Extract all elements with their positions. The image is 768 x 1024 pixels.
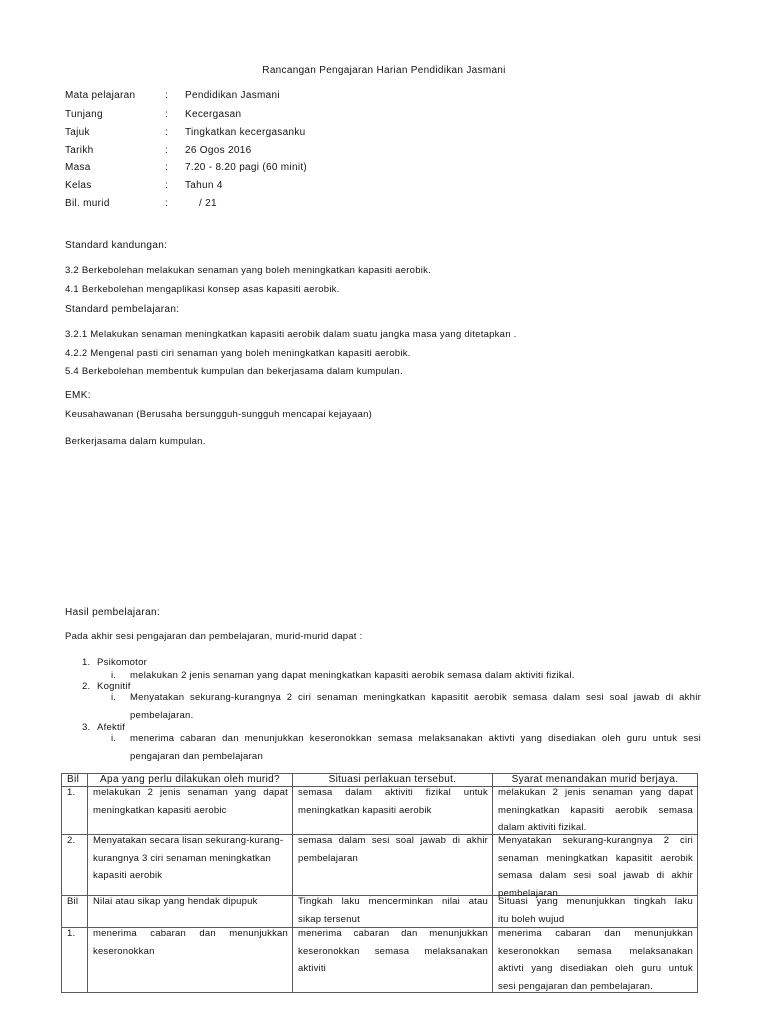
outcome-domain: Afektif xyxy=(97,722,126,733)
standard-kandungan-item: 3.2 Berkebolehan melakukan senaman yang boleh meningkatkan kapasiti aerobik. xyxy=(65,265,431,276)
cell-text xyxy=(298,925,488,978)
info-separator: : xyxy=(165,127,169,138)
cell-line: 1. xyxy=(67,928,76,939)
cell-line: itu boleh wujud xyxy=(498,913,565,925)
standard-kandungan-item: 4.1 Berkebolehan mengaplikasi konsep asas kapasiti aerobik. xyxy=(65,284,340,295)
cell-line: pembelajaran xyxy=(298,852,358,864)
cell-line: Bil xyxy=(67,896,79,907)
info-value: / 21 xyxy=(199,198,217,209)
table-cell xyxy=(62,835,88,896)
cell-text xyxy=(498,784,693,837)
table-cell xyxy=(493,896,698,928)
info-row-tarikh xyxy=(0,145,768,157)
cell-line: Tingkah laku mencerminkan nilai atau xyxy=(298,896,488,907)
info-row-tunjang xyxy=(0,109,768,121)
outcome-text: Menyatakan sekurang-kurangnya 2 ciri senaman meningkatkan kapasitit aerobik semasa dalam sesi soal jawab di akhir xyxy=(130,692,701,703)
cell-text xyxy=(67,925,83,943)
column-header-situation: Situasi perlakuan tersebut. xyxy=(328,774,457,785)
table-cell xyxy=(493,787,698,835)
cell-line: kurangnya 3 ciri senaman meningkatkan xyxy=(93,852,271,864)
table-cell xyxy=(62,787,88,835)
cell-line: 2. xyxy=(67,835,76,846)
info-value: 7.20 - 8.20 pagi (60 minit) xyxy=(185,162,308,173)
table-cell xyxy=(493,835,698,899)
cell-text xyxy=(298,832,488,867)
table-cell xyxy=(293,787,493,835)
info-row-mata-pelajaran xyxy=(0,90,768,102)
cell-line: Situasi yang menunjukkan tingkah laku xyxy=(498,896,693,907)
standard-pembelajaran-item: 5.4 Berkebolehan membentuk kumpulan dan bekerjasama dalam kumpulan. xyxy=(65,366,403,377)
cell-text xyxy=(93,832,288,885)
cell-line: aktivti yang disediakan oleh guru untuk xyxy=(498,963,693,974)
cell-line: Menyatakan sekurang-kurangnya 2 ciri xyxy=(498,835,693,846)
cell-line: semasa dalam aktiviti fizikal untuk xyxy=(298,787,488,798)
cell-line: melakukan 2 jenis senaman yang dapat xyxy=(93,787,288,798)
table-cell xyxy=(88,787,293,835)
info-label: Tunjang xyxy=(65,109,103,120)
column-header-action: Apa yang perlu dilakukan oleh murid? xyxy=(100,774,280,785)
info-label: Kelas xyxy=(65,180,92,191)
info-separator: : xyxy=(165,162,169,173)
heading-hasil-pembelajaran: Hasil pembelajaran: xyxy=(65,607,161,618)
table-cell xyxy=(293,835,493,896)
emk-item: Berkerjasama dalam kumpulan. xyxy=(65,436,206,447)
cell-line: 1. xyxy=(67,787,76,798)
heading-standard-pembelajaran: Standard pembelajaran: xyxy=(65,304,180,315)
info-row-masa xyxy=(0,162,768,174)
cell-line: semasa dalam sesi soal jawab di akhir xyxy=(498,870,693,881)
cell-line: Nilai atau sikap yang hendak dipupuk xyxy=(93,896,258,907)
table-cell xyxy=(62,928,88,993)
table-cell xyxy=(88,835,293,896)
cell-line: meningkatkan kapasiti aerobik xyxy=(298,804,432,816)
info-separator: : xyxy=(165,90,169,101)
cell-text xyxy=(67,784,83,802)
cell-line: senaman meningkatkan kapasitit aerobik xyxy=(498,852,693,864)
cell-text xyxy=(93,784,288,819)
outcome-number: 3. xyxy=(82,722,91,733)
table-cell xyxy=(88,928,293,993)
cell-text xyxy=(67,893,83,911)
table-row xyxy=(62,896,698,928)
cell-line: melakukan 2 jenis senaman yang dapat xyxy=(498,787,693,798)
info-label: Tajuk xyxy=(65,127,90,138)
cell-text xyxy=(498,893,693,928)
hasil-intro: Pada akhir sesi pengajaran dan pembelajaran, murid-murid dapat : xyxy=(65,631,363,642)
info-value: Tahun 4 xyxy=(185,180,223,191)
cell-line: meningkatkan kapasiti aerobic xyxy=(93,804,227,816)
assessment-table xyxy=(61,773,698,993)
info-value: Pendidikan Jasmani xyxy=(185,90,280,101)
table-cell xyxy=(293,896,493,928)
outcome-number: 2. xyxy=(82,681,91,692)
cell-line: keseronokkan semasa melaksanakan xyxy=(298,945,488,957)
cell-line: sikap tersenut xyxy=(298,913,360,925)
info-label: Tarikh xyxy=(65,145,94,156)
outcome-domain: Kognitif xyxy=(97,681,131,692)
table-row xyxy=(62,928,698,993)
emk-item: Keusahawanan (Berusaha bersungguh-sungguh mencapai kejayaan) xyxy=(65,409,373,420)
outcome-text: pembelajaran. xyxy=(130,710,194,721)
info-value: Tingkatkan kecergasanku xyxy=(185,127,306,138)
info-row-kelas xyxy=(0,180,768,192)
table-cell xyxy=(293,928,493,993)
outcome-sub-number: i. xyxy=(111,733,117,744)
cell-line: sesi pengajaran dan pembelajaran. xyxy=(498,980,654,992)
cell-line: menerima cabaran dan menunjukkan xyxy=(498,928,693,939)
cell-text xyxy=(498,832,693,902)
table-row xyxy=(62,787,698,835)
cell-line: menerima cabaran dan menunjukkan xyxy=(298,928,488,939)
cell-line: semasa dalam sesi soal jawab di akhir xyxy=(298,835,488,846)
cell-line: pembelajaran. xyxy=(498,887,561,899)
cell-line: keseronokkan semasa melaksanakan xyxy=(498,945,693,957)
outcome-sub-number: i. xyxy=(111,692,117,703)
outcome-text: melakukan 2 jenis senaman yang dapat meningkatkan kapasiti aerobik semasa dalam aktiviti fizikal. xyxy=(130,670,575,681)
cell-text xyxy=(298,893,488,928)
info-separator: : xyxy=(165,109,169,120)
cell-line: dalam aktiviti fizikal. xyxy=(498,822,587,833)
info-value: Kecergasan xyxy=(185,109,242,120)
outcome-text: menerima cabaran dan menunjukkan keseronokkan semasa melaksanakan aktivti yang disediakan oleh guru untuk sesi xyxy=(130,733,701,744)
cell-line: aktiviti xyxy=(298,963,326,974)
document-title: Rancangan Pengajaran Harian Pendidikan Jasmani xyxy=(262,65,506,76)
cell-text xyxy=(93,893,288,911)
cell-text xyxy=(93,925,288,960)
cell-line: Menyatakan secara lisan sekurang-kurang- xyxy=(93,835,284,846)
info-separator: : xyxy=(165,180,169,191)
info-value: 26 Ogos 2016 xyxy=(185,145,252,156)
table-cell xyxy=(62,896,88,928)
info-row-bil-murid xyxy=(0,198,768,210)
info-label: Bil. murid xyxy=(65,198,110,209)
cell-text xyxy=(498,925,693,995)
outcome-domain: Psikomotor xyxy=(97,657,148,668)
info-separator: : xyxy=(165,198,169,209)
cell-line: meningkatkan kapasiti aerobik semasa xyxy=(498,804,693,816)
info-label: Masa xyxy=(65,162,91,173)
info-row-tajuk xyxy=(0,127,768,139)
standard-pembelajaran-item: 3.2.1 Melakukan senaman meningkatkan kapasiti aerobik dalam suatu jangka masa yang ditetapkan . xyxy=(65,329,517,340)
table-cell xyxy=(88,896,293,928)
info-label: Mata pelajaran xyxy=(65,90,136,101)
table-cell xyxy=(493,928,698,993)
table-row xyxy=(62,835,698,896)
cell-line: menerima cabaran dan menunjukkan xyxy=(93,928,288,939)
column-header-bil: Bil xyxy=(67,774,80,785)
cell-line: kapasiti aerobik xyxy=(93,870,163,881)
info-separator: : xyxy=(165,145,169,156)
heading-emk: EMK: xyxy=(65,390,91,401)
cell-line: keseronokkan xyxy=(93,945,155,957)
outcome-sub-number: i. xyxy=(111,670,117,681)
cell-text xyxy=(67,832,83,850)
outcome-text: pengajaran dan pembelajaran xyxy=(130,751,263,762)
outcome-number: 1. xyxy=(82,657,91,668)
heading-standard-kandungan: Standard kandungan: xyxy=(65,240,168,251)
cell-text xyxy=(298,784,488,819)
standard-pembelajaran-item: 4.2.2 Mengenal pasti ciri senaman yang boleh meningkatkan kapasiti aerobik. xyxy=(65,348,411,359)
column-header-criteria: Syarat menandakan murid berjaya. xyxy=(511,774,679,785)
